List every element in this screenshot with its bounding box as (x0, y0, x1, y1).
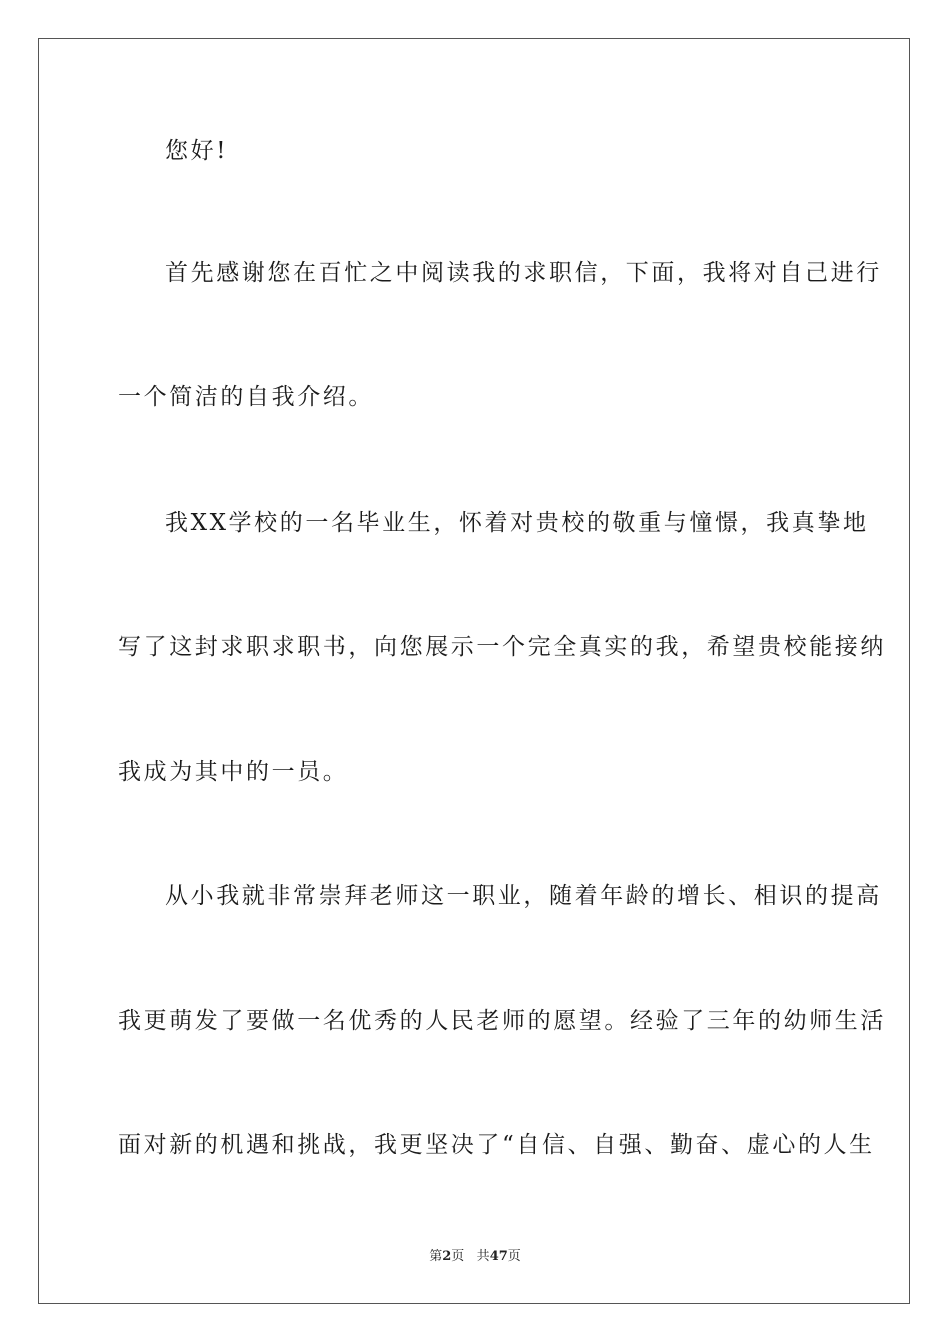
page-number: 2 (442, 1249, 452, 1264)
total-pages: 47 (489, 1249, 508, 1264)
greeting-line: 您好! (165, 138, 229, 164)
paragraph-2-line-2: 写了这封求职求职书，向您展示一个完全真实的我，希望贵校能接纳 (118, 634, 886, 660)
total-prefix: 共 (476, 1249, 490, 1264)
paragraph-2-line-3: 我成为其中的一员。 (118, 759, 349, 785)
page-border (38, 38, 910, 1304)
paragraph-3-line-1: 从小我就非常崇拜老师这一职业，随着年龄的增长、相识的提高 (165, 883, 882, 909)
paragraph-3-line-2: 我更萌发了要做一名优秀的人民老师的愿望。经验了三年的幼师生活 (118, 1008, 886, 1034)
paragraph-3-line-3: 面对新的机遇和挑战，我更坚决了“自信、自强、勤奋、虚心的人生 (118, 1132, 875, 1158)
total-suffix: 页 (507, 1249, 521, 1264)
page-label-suffix: 页 (451, 1249, 465, 1264)
page-footer (0, 1249, 950, 1265)
paragraph-1-line-1: 首先感谢您在百忙之中阅读我的求职信，下面，我将对自己进行 (165, 260, 882, 286)
page-label-prefix: 第 (429, 1249, 443, 1264)
paragraph-1-line-2: 一个简洁的自我介绍。 (118, 384, 374, 410)
paragraph-2-line-1: 我XX学校的一名毕业生，怀着对贵校的敬重与憧憬，我真挚地 (165, 510, 869, 536)
